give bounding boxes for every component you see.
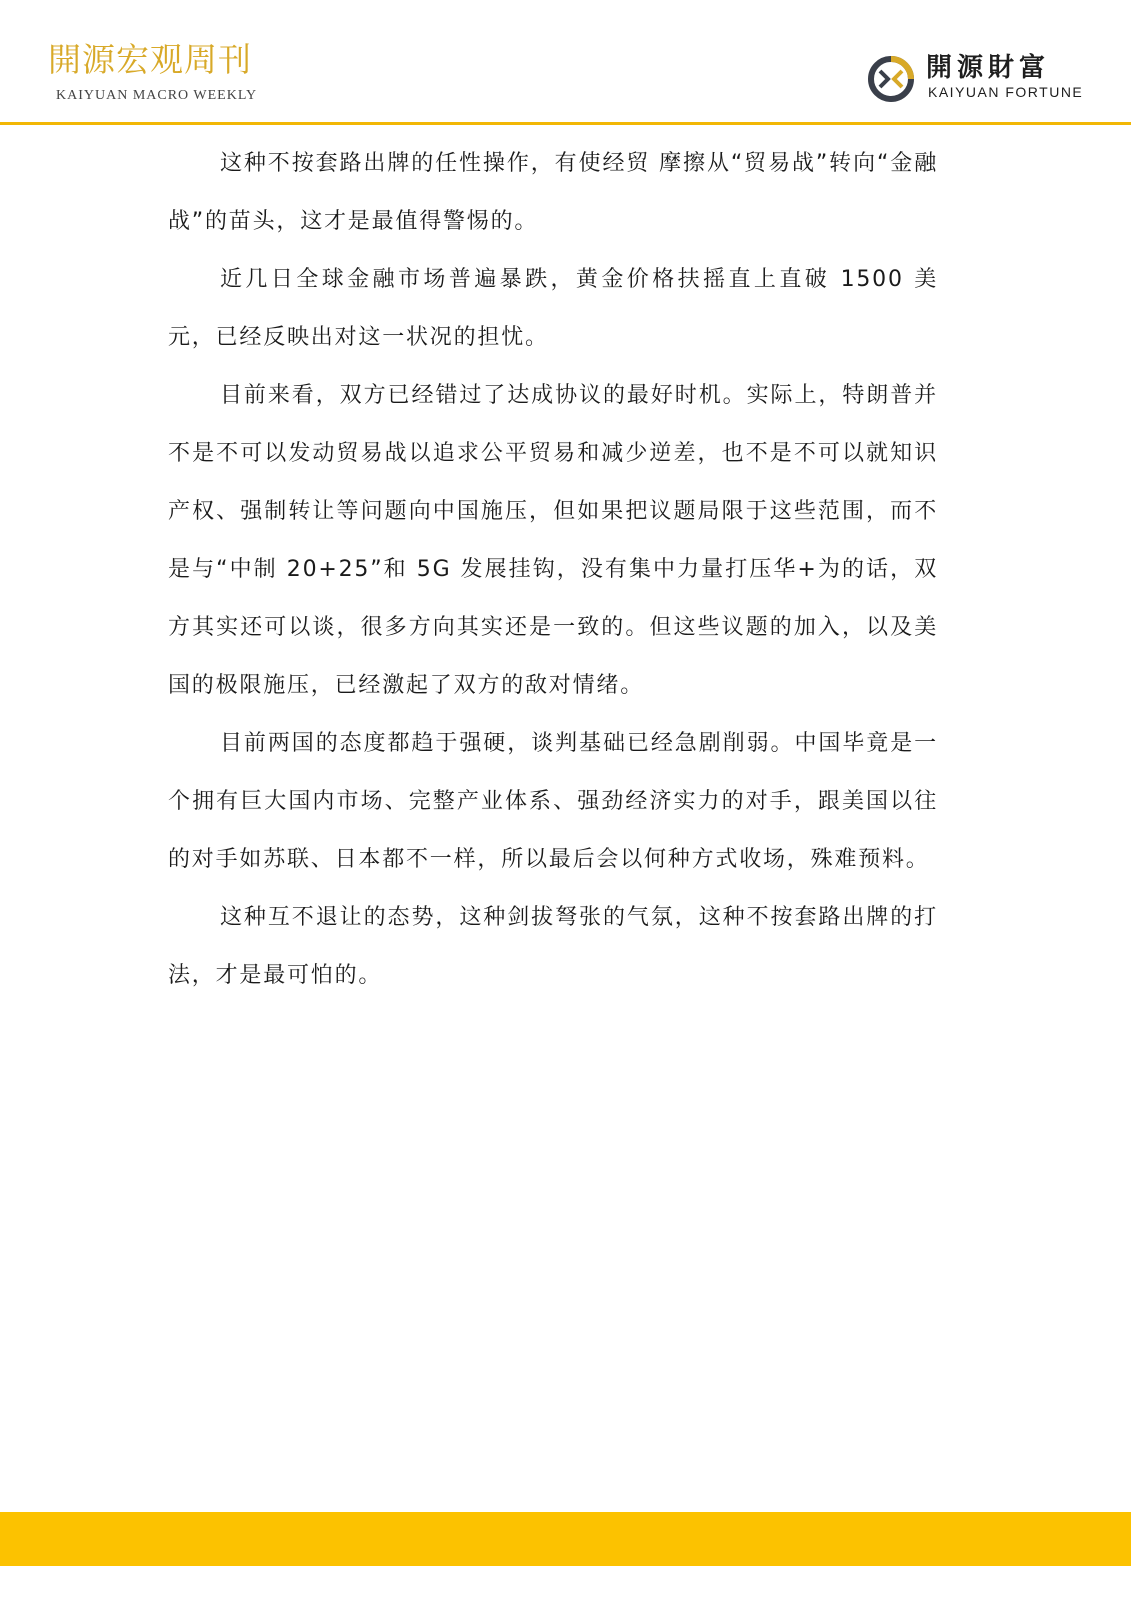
paragraph: 这种不按套路出牌的任性操作，有使经贸 摩擦从“贸易战”转向“金融战”的苗头，这才是最值得警惕的。 [168,151,938,234]
page-header [0,0,1131,124]
logo-name-cn: 開源財富 [926,53,1051,83]
logo-name-en: KAIYUAN FORTUNE [928,84,1084,100]
publication-title: 開源宏观周刊 [48,40,252,79]
publication-subtitle: KAIYUAN MACRO WEEKLY [56,88,258,103]
paragraph: 这种互不退让的态势，这种剑拔弩张的气氛，这种不按套路出牌的打法，才是最可怕的。 [168,905,938,988]
paragraph: 目前来看，双方已经错过了达成协议的最好时机。实际上，特朗普并不是不可以发动贸易战以追求公平贸易和减少逆差，也不是不可以就知识产权、强制转让等问题向中国施压，但如果把议题局限于这些范围，而不是与“中制 20+25”和 5G 发展挂钩，没有集中力量打压华+为的话，双方其实还可以谈，很多方向其实还是一致的。但这些议题的加入，以及美国的极限施压，已经激起了双方的敌对情绪。 [168,383,938,698]
article-body [168,135,938,1005]
kaiyuan-logo-icon [866,54,916,104]
header-divider [0,122,1131,125]
paragraph: 近几日全球金融市场普遍暴跌，黄金价格扶摇直上直破 1500 美元，已经反映出对这一状况的担忧。 [168,267,938,350]
paragraph: 目前两国的态度都趋于强硬，谈判基础已经急剧削弱。中国毕竟是一个拥有巨大国内市场、完整产业体系、强劲经济实力的对手，跟美国以往的对手如苏联、日本都不一样，所以最后会以何种方式收场，殊难预料。 [168,731,938,872]
footer-bar [0,1512,1131,1566]
company-logo [866,52,1106,108]
